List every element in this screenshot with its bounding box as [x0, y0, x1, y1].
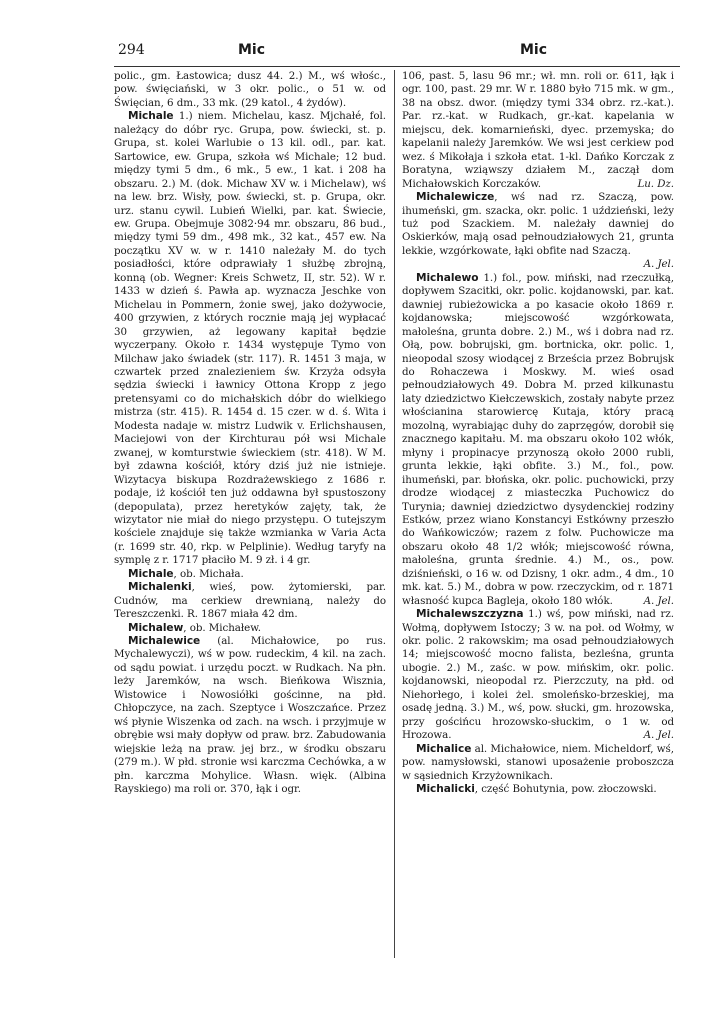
- running-head-left: Mic: [238, 42, 266, 58]
- entry-headword: Michalewicze: [416, 191, 495, 204]
- dictionary-entry: [114, 581, 386, 621]
- column-divider: [394, 70, 395, 958]
- entry-text: 106, past. 5, lasu 96 mr.; wł. mn. roli or. 611, łąk i ogr. 100, past. 29 mr. W r. 1880 było 715 mk. w gm., 38 na obsz. dwor. (między tymi 334 obrz. rz.-kat.). Par. rz.-kat. w Rudkach, gr.-kat. kapelania w miejscu, dek. komarnieński, dyec. przemyska; do kapelanii należy Jaremków. We wsi jest cerkiew pod wez. ś Mikołaja i szkoła etat. 1-kl. Dańko Korczak z Boratyna, wziąwszy działem M., zaczął dom Michałowskich Korczaków.: [402, 70, 674, 190]
- entry-text: , ob. Michałew.: [183, 621, 261, 634]
- header-rule: [114, 66, 680, 67]
- entry-headword: Michalicki: [416, 783, 475, 796]
- entry-headword: Michale: [128, 110, 174, 123]
- entry-headword: Michalenki: [128, 581, 192, 594]
- dictionary-entry: [114, 622, 386, 635]
- dictionary-entry: [402, 272, 674, 608]
- entry-signature: Lu. Dz.: [637, 177, 674, 190]
- entry-headword: Michalewszczyzna: [416, 608, 524, 621]
- dictionary-entry: [114, 635, 386, 796]
- dictionary-entry: [402, 783, 674, 796]
- entry-headword: Michalewo: [416, 271, 479, 284]
- entry-text: , wś nad rz. Szaczą, pow. ihumeński, gm. szacka, okr. polic. 1 uździeński, leży tuż pod Szackiem. M. należały dawniej do Oskierków, mają osad pełnoudziałowych 21, grunta lekkie, wzgórkowate, łąki obfite nad Szaczą.: [402, 191, 674, 257]
- entry-text: , wieś, pow. żytomierski, par. Cudnów, ma cerkiew drewnianą, należy do Tereszczenki. R. 1867 miała 42 dm.: [114, 581, 386, 621]
- dictionary-entry: [402, 191, 674, 272]
- left-column: [114, 70, 386, 960]
- entry-signature: A. Jel.: [643, 729, 674, 742]
- entry-text: 1.) fol., pow. miński, nad rzeczułką, dopływem Szacitki, okr. polic. kojdanowski, par. kat. dawniej rubieżowicka a po kasacie około 1869 r. kojdanowska; miejscowość wzgórkowata, małoleśna, grunta dobre. 2.) M., wś i dobra nad rz. Ołą, pow. bobrujski, gm. bortnicka, okr. polic. 1, nieopodal szosy wiodącej z Brześcia przez Bobrujsk do Rohaczewa i Moskwy. M. wieś osad pełnoudziałowych 49. Dobra M. przed kilkunastu laty dziedzictwo Kiełczewskich, zostały nabyte przez włościanina starowiercę Kutaja, który pracą mozolną, wyrabiając duhy do zaprzęgów, dorobił się znacznego kapitału. M. ma obszaru około 102 włók, młyny i propinacye przynoszą około 2000 rubli, grunta lekkie, łąki obfite. 3.) M., fol., pow. ihumeński, par. błońska, okr. polic. puchowicki, przy drodze wiodącej z miasteczka Puchowicz do Turynia; dawniej dziedzictwo dysydenckiej rodziny Estków, przez wiano Konstancyi Estkówny przeszło do Wańkowiczów; razem z folw. Puchowicze ma obszaru około 48 1/2 włók; miejscowość równa, małoleśna, grunta średnie. 4.) M., os., pow. dziśnieński, o 16 w. od Dzisny, 1 okr. adm., 4 dm., 10 mk. kat. 5.) M., dobra w pow. rzeczyckim, od r. 1871 własność kupca Bagleja, około 180 włók.: [402, 271, 674, 607]
- entry-text: , ob. Michała.: [173, 567, 244, 580]
- entry-text: al. Michałowice, niem. Micheldorf, wś, pow. namysłowski, stanowi uposażenie proboszcza w sąsiednich Krzyżownikach.: [402, 742, 674, 782]
- entry-headword: Michalice: [416, 742, 472, 755]
- page-number: 294: [118, 42, 145, 58]
- entry-headword: Michale: [128, 567, 174, 580]
- entry-text: , część Bohutynia, pow. złoczowski.: [474, 783, 657, 796]
- entry-signature: A. Jel.: [643, 258, 674, 271]
- dictionary-entry: [402, 608, 674, 743]
- dictionary-entry: [402, 743, 674, 783]
- right-column: [402, 70, 674, 960]
- entry-text: 1.) wś, pow miński, nad rz. Wołmą, dopływem Istoczy; 3 w. na poł. od Wołmy, w okr. polic. 2 rakowskim; ma osad pełnoudziałowych 14; miejscowość mocno falista, bezleśna, grunta ubogie. 2.) M., zaśc. w pow. mińskim, okr. polic. kojdanowski, nieopodal rz. Pierzczuty, na płd. od Niehorłego, i kolei żel. smoleńsko-brzeskiej, ma osadę jedną. 3.) M., wś, pow. słucki, gm. hrozowska, przy gościńcu hrozowsko-słuckim, o 1 w. od Hrozowa.: [402, 608, 674, 742]
- entry-signature: A. Jel.: [643, 594, 674, 607]
- dictionary-entry: [402, 70, 674, 191]
- running-head-right: Mic: [520, 42, 548, 58]
- dictionary-entry: [114, 70, 386, 110]
- dictionary-entry: [114, 568, 386, 581]
- dictionary-entry: [114, 110, 386, 567]
- entry-text: (al. Michałowice, po rus. Mychalewyczi), wś w pow. rudeckim, 4 kil. na zach. od sądu powiat. i urzędu poczt. w Rudkach. Na płn. leży Jaremków, na wsch. Bieńkowa Wisznia, Wistowice i Nowosiółki gościnne, na płd. Chłopczyce, na zach. Szeptyce i Woszczańce. Przez wś płynie Wiszenka od zach. na wsch. i przyjmuje w obrębie wsi mały dopływ od praw. brz. Zabudowania wiejskie leżą na praw. jej brz., w środku obszaru (279 m.). W płd. stronie wsi karczma Cechówka, a w płn. karczma Mohylice. Własn. więk. (Albina Rayskiego) ma roli or. 370, łąk i ogr.: [114, 635, 386, 796]
- entry-headword: Michalewice: [128, 635, 201, 648]
- entry-text: 1.) niem. Michelau, kasz. Mjchałé, fol. należący do dóbr ryc. Grupa, pow. świecki, st. p. Grupa, st. kolei Warlubie o 13 kil. odl., par. kat. Sartowice, ew. Grupa, szkoła wś Michale; 12 bud. między tymi 5 dm., 6 mk., 5 ew., 1 kat. i 208 ha obszaru. 2.) M. (dok. Michaw XV w. i Michelaw), wś na lew. brz. Wisły, pow. świecki, st. p. Grupa, okr. urz. stanu cywil. Lubień Wielki, par. kat. Świecie, ew. Grupa. Obejmuje 3082·94 mr. obszaru, 86 bud., między tymi 59 dm., 498 mk., 32 kat., 457 ew. Na początku XV w. w r. 1410 należały M. do tych posiadłości, które odprawiały 1 służbę zbrojną, konną (ob. Wegner: Kreis Schwetz, II, str. 52). W r. 1433 w dzień ś. Pawła ap. wyznacza Jeschke von Michelau in Pommern, żonie swej, jako dożywocie, 400 grzywien, z których rocznie mają jej wypłacać 30 grzywien, aż legowany kapitał będzie wyczerpany. Około r. 1434 występuje Tymo von Milchaw jako świadek (str. 117). R. 1451 3 maja, w czwartek przed znalezieniem św. Krzyża odsyła sędzia świecki i ławnicy Ottona Kropp z jego pretensyami co do michałskich dóbr do wielkiego mistrza (str. 415). R. 1454 d. 15 czer. w d. ś. Wita i Modesta nadaje w. mistrz Ludwik v. Erlichshausen, Maciejowi von der Kirchturau pół wsi Michale zwanej, w komturstwie świeckiem (str. 418). W M. był zdawna kościół, który dziś już nie istnieje. Wizytacya biskupa Rozdrażewskiego z 1686 r. podaje, iż kościół ten już oddawna był spustoszony (depopulata), przez heretyków zajęty, tak, że wizytator nie miał do niego przystępu. O tutejszym kościele znajduje się także wzmianka w Varia Acta (r. 1699 str. 40, rkp. w Pelplinie). Według taryfy na symplę z r. 1717 płaciło M. 9 zł. i 4 gr.: [114, 110, 386, 567]
- entry-headword: Michalew: [128, 621, 184, 634]
- entry-text: polic., gm. Łastowica; dusz 44. 2.) M., wś włośc., pow. święciański, w 3 okr. polic., o 51 w. od Święcian, 6 dm., 33 mk. (29 katol., 4 żydów).: [114, 70, 386, 109]
